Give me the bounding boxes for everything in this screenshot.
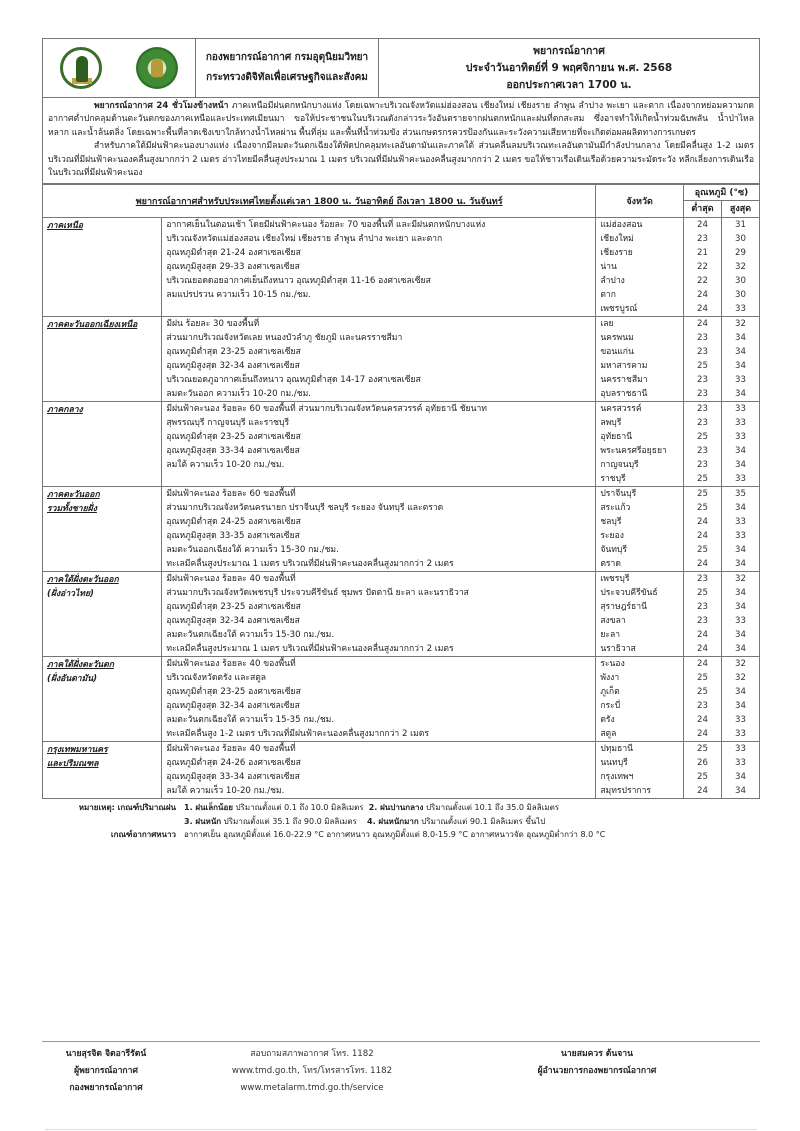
max-temp: 29: [735, 248, 746, 259]
province-name: ปราจีนบุรี: [600, 489, 637, 500]
forecaster-dept: กองพยากรณ์อากาศ: [69, 1083, 143, 1093]
region-name: [43, 487, 162, 572]
province-name: ภูเก็ต: [600, 687, 620, 698]
max-temp: 34: [735, 602, 746, 613]
min-temp: 23: [696, 616, 708, 627]
max-temp: 30: [735, 234, 746, 245]
director-role: ผู้อำนวยการกองพยากรณ์อากาศ: [537, 1066, 657, 1076]
forecaster-signature: [42, 1046, 170, 1097]
org-line-2: กระทรวงดิจิทัลเพื่อเศรษฐกิจและสังคม: [206, 72, 368, 83]
region-row: [43, 402, 760, 487]
region-name-line-2: และปริมณฑล: [47, 759, 99, 770]
min-temp: 24: [696, 715, 708, 726]
region-provinces: [596, 317, 684, 402]
contact-phone: สอบถามสภาพอากาศ โทร. 1182: [250, 1049, 374, 1059]
province-name: นครราชสีมา: [600, 375, 648, 386]
max-temp: 33: [735, 404, 746, 415]
min-temp: 25: [696, 474, 708, 485]
min-temp: 21: [696, 248, 708, 259]
max-temp: 33: [735, 418, 746, 429]
forecast-line: อุณหภูมิสูงสุด 33-34 องศาเซลเซียส: [166, 772, 300, 783]
forecast-line: อุณหภูมิต่ำสุด 23-25 องศาเซลเซียส: [166, 347, 301, 358]
forecast-line: อุณหภูมิต่ำสุด 23-25 องศาเซลเซียส: [166, 432, 301, 443]
contact-info: [212, 1046, 412, 1097]
max-temp: 33: [735, 474, 746, 485]
min-temp: 23: [696, 347, 708, 358]
contact-metalarm-link[interactable]: www.metalarm.tmd.go.th/service: [240, 1083, 384, 1093]
forecast-line: อากาศเย็นในตอนเช้า โดยมีฝนฟ้าคะนอง ร้อยละ 70 ของพื้นที่ และมีฝนตกหนักบางแห่ง: [166, 220, 486, 231]
min-temp: 24: [696, 644, 708, 655]
province-name: ขอนแก่น: [600, 347, 634, 358]
region-row: [43, 218, 760, 317]
max-temp: 33: [735, 758, 746, 769]
region-name: [43, 317, 162, 402]
min-temp: 25: [696, 588, 708, 599]
region-max-temps: [721, 402, 759, 487]
region-max-temps: [721, 742, 759, 799]
max-temp: 34: [735, 559, 746, 570]
min-temp: 24: [696, 729, 708, 740]
forecast-line: ทะเลมีคลื่นสูงประมาณ 1 เมตร บริเวณที่มีฝนฟ้าคะนองคลื่นสูงมากกว่า 2 เมตร: [166, 559, 454, 570]
min-temp: 22: [696, 276, 708, 287]
province-name: นนทบุรี: [600, 758, 628, 769]
summary-heading: พยากรณ์อากาศ 24 ชั่วโมงข้างหน้า: [94, 101, 229, 111]
document-date: ประจำวันอาทิตย์ที่ 9 พฤศจิกายน พ.ศ. 2568: [465, 61, 673, 74]
region-name-line-2: รวมทั้งชายฝั่ง: [47, 504, 97, 515]
region-max-temps: [721, 487, 759, 572]
min-temp: 25: [696, 687, 708, 698]
region-name-line-1: ภาคตะวันออกเฉียงเหนือ: [47, 320, 138, 331]
region-min-temps: [683, 572, 721, 657]
cold-criteria-text: อากาศเย็น อุณหภูมิตั้งแต่ 16.0-22.9 °C อากาศหนาว อุณหภูมิตั้งแต่ 8.0-15.9 °C อากาศหนาวจัด อุณหภูมิต่ำกว่า 8.0 °C: [184, 830, 606, 840]
document-title: พยากรณ์อากาศ: [533, 44, 605, 57]
region-row: [43, 572, 760, 657]
forecast-line: ส่วนมากบริเวณจังหวัดเพชรบุรี ประจวบคีรีขันธ์ ชุมพร ปัตตานี ยะลา และนราธิวาส: [166, 588, 469, 599]
forecast-line: อุณหภูมิต่ำสุด 23-25 องศาเซลเซียส: [166, 687, 301, 698]
province-name: กาญจนบุรี: [600, 460, 639, 471]
min-temp: 25: [696, 545, 708, 556]
forecast-line: บริเวณจังหวัดแม่ฮ่องสอน เชียงใหม่ เชียงราย ลำพูน ลำปาง พะเยา และตาก: [166, 234, 443, 245]
min-temp: 23: [696, 389, 708, 400]
min-temp: 24: [696, 304, 708, 315]
director-signature: [497, 1046, 697, 1080]
forecast-document: [42, 38, 760, 842]
document-title-block: [379, 39, 759, 97]
forecast-line: ลมตะวันออก ความเร็ว 10-20 กม./ชม.: [166, 389, 312, 400]
forecast-line: อุณหภูมิต่ำสุด 24-26 องศาเซลเซียส: [166, 758, 301, 769]
min-temp: 24: [696, 659, 708, 670]
forecaster-name: นายสุรจิต จิตอารีรัตน์: [65, 1049, 147, 1059]
min-temp: 23: [696, 460, 708, 471]
min-temp: 24: [696, 786, 708, 797]
forecast-line: อุณหภูมิสูงสุด 32-34 องศาเซลเซียส: [166, 616, 300, 627]
province-name: สระแก้ว: [600, 503, 631, 514]
province-name: ชลบุรี: [600, 517, 622, 528]
forecast-line: ลมตะวันตกเฉียงใต้ ความเร็ว 15-30 กม./ชม.: [166, 630, 335, 641]
region-name-line-2: (ฝั่งอ่าวไทย): [47, 589, 94, 600]
province-name: ตาก: [600, 290, 616, 301]
summary-text-1: ภาคเหนือมีฝนตกหนักบางแห่ง โดยเฉพาะบริเวณจังหวัดแม่ฮ่องสอน เชียงใหม่ เชียงราย ลำพูน ลำปาง พะเยา และตาก เนื่องจากหย่อมความกดอากาศต่ำปกคลุมด้านตะวันตกของภาคเหนือและประเทศเมียนมา ขอให้ประชาชนในบริเวณดังกล่าวระวังอันตรายจากฝนตกหนักและฝนที่ตกสะสม ซึ่งอาจทำให้เกิดน้ำท่วมฉับพลัน น้ำป่าไหลหลาก และน้ำล้นตลิ่ง โดยเฉพาะพื้นที่ลาดเชิงเขาใกล้ทางน้ำไหลผ่าน พื้นที่ลุ่ม และพื้นที่น้ำท่วมขัง ส่วนเกษตรกรควรป้องกันและระวังความเสียหายที่จะเกิดต่อผลผลิตทางการเกษตร: [48, 101, 754, 138]
min-temp: 25: [696, 361, 708, 372]
min-temp: 25: [696, 503, 708, 514]
min-temp: 24: [696, 290, 708, 301]
province-name: กรุงเทพฯ: [600, 772, 634, 783]
forecast-line: อุณหภูมิสูงสุด 32-34 องศาเซลเซียส: [166, 701, 300, 712]
region-min-temps: [683, 317, 721, 402]
contact-website[interactable]: www.tmd.go.th, โทร/โทรสารโทร. 1182: [231, 1066, 393, 1076]
max-temp: 34: [735, 361, 746, 372]
province-name: เลย: [600, 319, 614, 330]
min-temp: 26: [696, 758, 708, 769]
max-temp: 34: [735, 446, 746, 457]
max-temp: 34: [735, 701, 746, 712]
region-name: [43, 742, 162, 799]
max-temp: 34: [735, 630, 746, 641]
province-name: แม่ฮ่องสอน: [600, 220, 643, 231]
max-temp: 33: [735, 531, 746, 542]
director-name: นายสมควร ต้นจาน: [560, 1049, 634, 1059]
max-temp: 32: [735, 574, 746, 585]
min-temp: 23: [696, 375, 708, 386]
max-temp-header: สูงสุด: [721, 201, 759, 218]
ministry-logo-icon: [60, 47, 102, 89]
province-name: กระบี่: [600, 701, 621, 712]
region-forecast-text: [162, 218, 596, 317]
notes: [42, 801, 760, 842]
province-name: เพชรบูรณ์: [600, 304, 638, 315]
forecast-line: ลมตะวันตกเฉียงใต้ ความเร็ว 15-35 กม./ชม.: [166, 715, 335, 726]
max-temp: 32: [735, 673, 746, 684]
region-name-line-1: ภาคเหนือ: [47, 221, 83, 232]
max-temp: 30: [735, 290, 746, 301]
region-name-line-1: ภาคใต้ฝั่งตะวันตก: [47, 660, 114, 671]
province-name: นครพนม: [600, 333, 634, 344]
forecast-line: บริเวณจังหวัดตรัง และสตูล: [166, 673, 267, 684]
forecast-line: ลมใต้ ความเร็ว 10-20 กม./ชม.: [166, 786, 285, 797]
region-row: [43, 487, 760, 572]
max-temp: 34: [735, 545, 746, 556]
document-header: [42, 38, 760, 98]
region-name: [43, 657, 162, 742]
region-name-line-1: ภาคใต้ฝั่งตะวันออก: [47, 575, 119, 586]
rain-criteria-1-2: 1. ฝนเล็กน้อย ปริมาณตั้งแต่ 0.1 ถึง 10.0 มิลลิเมตร 2. ฝนปานกลาง ปริมาณตั้งแต่ 10.1 ถึง 35.0 มิลลิเมตร: [184, 803, 560, 813]
province-name: ลำปาง: [600, 276, 625, 287]
forecaster-role: ผู้พยากรณ์อากาศ: [74, 1066, 138, 1076]
forecast-line: [166, 472, 591, 486]
forecast-line: บริเวณยอดภูอากาศเย็นถึงหนาว อุณหภูมิต่ำสุด 14-17 องศาเซลเซียส: [166, 375, 421, 386]
region-row: [43, 657, 760, 742]
forecast-line: อุณหภูมิต่ำสุด 24-25 องศาเซลเซียส: [166, 517, 301, 528]
region-forecast-text: [162, 317, 596, 402]
min-temp: 24: [696, 319, 708, 330]
region-name-line-1: ภาคกลาง: [47, 405, 83, 416]
region-name-line-2: (ฝั่งอันดามัน): [47, 674, 98, 685]
max-temp: 34: [735, 389, 746, 400]
forecast-line: อุณหภูมิสูงสุด 33-35 องศาเซลเซียส: [166, 531, 300, 542]
province-name: พระนครศรีอยุธยา: [600, 446, 667, 457]
forecast-line: อุณหภูมิสูงสุด 33-34 องศาเซลเซียส: [166, 446, 300, 457]
rain-criteria-3-4: 3. ฝนหนัก ปริมาณตั้งแต่ 35.1 ถึง 90.0 มิลลิเมตร 4. ฝนหนักมาก ปริมาณตั้งแต่ 90.1 มิลลิเมตร ขึ้นไป: [184, 816, 546, 826]
province-name: สงขลา: [600, 616, 626, 627]
province-name: สุราษฎร์ธานี: [600, 602, 647, 613]
region-forecast-text: [162, 402, 596, 487]
summary-paragraph-1: [48, 100, 754, 140]
province-name: เชียงใหม่: [600, 234, 634, 245]
min-temp: 25: [696, 744, 708, 755]
tmd-logo-icon: [136, 47, 178, 89]
min-temp: 23: [696, 418, 708, 429]
max-temp: 33: [735, 517, 746, 528]
forecast-line: อุณหภูมิสูงสุด 29-33 องศาเซลเซียส: [166, 262, 300, 273]
min-temp: 23: [696, 404, 708, 415]
province-name: ยะลา: [600, 630, 621, 641]
org-line-1: กองพยากรณ์อากาศ กรมอุตุนิยมวิทยา: [205, 52, 369, 63]
province-name: ประจวบคีรีขันธ์: [600, 588, 658, 599]
forecast-line: มีฝน ร้อยละ 30 ของพื้นที่: [166, 319, 260, 330]
bottom-divider: [45, 1129, 757, 1130]
region-provinces: [596, 218, 684, 317]
forecast-line: มีฝนฟ้าคะนอง ร้อยละ 40 ของพื้นที่: [166, 574, 296, 585]
province-name: พังงา: [600, 673, 620, 684]
province-name: ปทุมธานี: [600, 744, 634, 755]
min-temp-header: ต่ำสุด: [683, 201, 721, 218]
province-header: จังหวัด: [596, 185, 684, 218]
region-name: [43, 218, 162, 317]
cold-criteria-label: เกณฑ์อากาศหนาว: [110, 830, 176, 840]
province-name: ตราด: [600, 559, 621, 570]
max-temp: 32: [735, 319, 746, 330]
forecast-line: ทะเลมีคลื่นสูง 1-2 เมตร บริเวณที่มีฝนฟ้าคะนองคลื่นสูงมากกว่า 2 เมตร: [166, 729, 429, 740]
issued-time: ออกประกาศเวลา 1700 น.: [506, 78, 632, 91]
min-temp: 23: [696, 701, 708, 712]
region-forecast-text: [162, 487, 596, 572]
max-temp: 34: [735, 687, 746, 698]
region-provinces: [596, 657, 684, 742]
province-name: ระยอง: [600, 531, 624, 542]
min-temp: 24: [696, 559, 708, 570]
forecast-line: มีฝนฟ้าคะนอง ร้อยละ 40 ของพื้นที่: [166, 744, 296, 755]
min-temp: 24: [696, 220, 708, 231]
province-name: สมุทรปราการ: [600, 786, 652, 797]
forecast-line: บริเวณยอดดอยอากาศเย็นถึงหนาว อุณหภูมิต่ำสุด 11-16 องศาเซลเซียส: [166, 276, 431, 287]
footer-divider: [42, 1041, 760, 1042]
forecast-line: มีฝนฟ้าคะนอง ร้อยละ 60 ของพื้นที่ ส่วนมากบริเวณจังหวัดนครสวรรค์ อุทัยธานี ชัยนาท: [166, 404, 487, 415]
forecast-summary: [42, 98, 760, 184]
province-name: นราธิวาส: [600, 644, 636, 655]
logos: [43, 39, 196, 97]
region-forecast-text: [162, 657, 596, 742]
min-temp: 24: [696, 517, 708, 528]
max-temp: 34: [735, 460, 746, 471]
province-name: สตูล: [600, 729, 617, 740]
forecast-line: สุพรรณบุรี กาญจนบุรี และราชบุรี: [166, 418, 290, 429]
summary-paragraph-2: สำหรับภาคใต้มีฝนฟ้าคะนองบางแห่ง เนื่องจากมีลมตะวันตกเฉียงใต้พัดปกคลุมทะเลอันดามันและภาคใต้ ส่วนคลื่นลมบริเวณทะเลอันดามันมีกำลังปานกลาง โดยมีคลื่นสูง 1-2 เมตร บริเวณที่มีฝนฟ้าคะนองคลื่นสูงมากกว่า 2 เมตร อ่าวไทยมีคลื่นสูงประมาณ 1 เมตร บริเวณที่มีฝนฟ้าคะนองคลื่นสูงมากกว่า 2 เมตร ขอให้ชาวเรือเดินเรือด้วยความระมัดระวัง หลีกเลี่ยงการเดินเรือในบริเวณที่มีฝนฟ้าคะนอง: [48, 141, 754, 179]
min-temp: 23: [696, 602, 708, 613]
region-name-line-1: กรุงเทพมหานคร: [47, 745, 108, 756]
max-temp: 34: [735, 588, 746, 599]
region-name: [43, 572, 162, 657]
province-name: ระนอง: [600, 659, 625, 670]
region-provinces: [596, 402, 684, 487]
min-temp: 23: [696, 333, 708, 344]
max-temp: 35: [735, 489, 746, 500]
forecast-table: [42, 184, 760, 799]
max-temp: 33: [735, 304, 746, 315]
province-name: ตรัง: [600, 715, 615, 726]
region-min-temps: [683, 487, 721, 572]
max-temp: 34: [735, 503, 746, 514]
province-name: อุบลราชธานี: [600, 389, 648, 400]
min-temp: 25: [696, 673, 708, 684]
min-temp: 24: [696, 630, 708, 641]
max-temp: 33: [735, 616, 746, 627]
max-temp: 30: [735, 276, 746, 287]
max-temp: 33: [735, 729, 746, 740]
region-provinces: [596, 487, 684, 572]
organization-name: [196, 39, 379, 97]
region-min-temps: [683, 742, 721, 799]
province-name: จันทบุรี: [600, 545, 627, 556]
region-min-temps: [683, 657, 721, 742]
province-name: นครสวรรค์: [600, 404, 642, 415]
min-temp: 22: [696, 262, 708, 273]
forecast-line: อุณหภูมิสูงสุด 32-34 องศาเซลเซียส: [166, 361, 300, 372]
region-min-temps: [683, 218, 721, 317]
max-temp: 33: [735, 432, 746, 443]
province-name: เพชรบุรี: [600, 574, 630, 585]
rain-criteria-label: หมายเหตุ: เกณฑ์ปริมาณฝน: [78, 803, 176, 813]
min-temp: 25: [696, 432, 708, 443]
max-temp: 33: [735, 715, 746, 726]
forecast-line: ลมใต้ ความเร็ว 10-20 กม./ชม.: [166, 460, 285, 471]
region-forecast-text: [162, 742, 596, 799]
region-forecast-text: [162, 572, 596, 657]
max-temp: 34: [735, 347, 746, 358]
forecast-line: ลมแปรปรวน ความเร็ว 10-15 กม./ชม.: [166, 290, 311, 301]
forecast-line: ลมตะวันออกเฉียงใต้ ความเร็ว 15-30 กม./ชม.: [166, 545, 339, 556]
forecast-line: ทะเลมีคลื่นสูงประมาณ 1 เมตร บริเวณที่มีฝนฟ้าคะนองคลื่นสูงมากกว่า 2 เมตร: [166, 644, 454, 655]
province-name: ลพบุรี: [600, 418, 622, 429]
province-name: ราชบุรี: [600, 474, 626, 485]
max-temp: 34: [735, 772, 746, 783]
temperature-header: อุณหภูมิ (°ซ): [683, 185, 759, 201]
region-name-line-1: ภาคตะวันออก: [47, 490, 100, 501]
region-provinces: [596, 742, 684, 799]
min-temp: 23: [696, 574, 708, 585]
forecast-line: มีฝนฟ้าคะนอง ร้อยละ 40 ของพื้นที่: [166, 659, 296, 670]
min-temp: 25: [696, 489, 708, 500]
table-title: พยากรณ์อากาศสำหรับประเทศไทยตั้งแต่เวลา 1800 น. วันอาทิตย์ ถึงเวลา 1800 น. วันจันทร์: [43, 185, 596, 218]
region-min-temps: [683, 402, 721, 487]
province-name: เชียงราย: [600, 248, 633, 259]
min-temp: 23: [696, 234, 708, 245]
forecast-line: อุณหภูมิต่ำสุด 23-25 องศาเซลเซียส: [166, 602, 301, 613]
forecast-line: ส่วนมากบริเวณจังหวัดนครนายก ปราจีนบุรี ชลบุรี ระยอง จันทบุรี และตราด: [166, 503, 444, 514]
forecast-line: ส่วนมากบริเวณจังหวัดเลย หนองบัวลำภู ชัยภูมิ และนครราชสีมา: [166, 333, 403, 344]
region-row: [43, 317, 760, 402]
max-temp: 33: [735, 375, 746, 386]
max-temp: 31: [735, 220, 746, 231]
forecast-line: [166, 302, 591, 316]
region-max-temps: [721, 657, 759, 742]
province-name: มหาสารคาม: [600, 361, 648, 372]
max-temp: 34: [735, 644, 746, 655]
min-temp: 25: [696, 772, 708, 783]
region-provinces: [596, 572, 684, 657]
min-temp: 24: [696, 531, 708, 542]
province-name: อุทัยธานี: [600, 432, 633, 443]
region-row: [43, 742, 760, 799]
max-temp: 32: [735, 659, 746, 670]
max-temp: 33: [735, 744, 746, 755]
min-temp: 23: [696, 446, 708, 457]
region-max-temps: [721, 218, 759, 317]
region-max-temps: [721, 317, 759, 402]
forecast-line: อุณหภูมิต่ำสุด 21-24 องศาเซลเซียส: [166, 248, 301, 259]
max-temp: 32: [735, 262, 746, 273]
region-name: [43, 402, 162, 487]
region-max-temps: [721, 572, 759, 657]
max-temp: 34: [735, 333, 746, 344]
max-temp: 34: [735, 786, 746, 797]
forecast-line: มีฝนฟ้าคะนอง ร้อยละ 60 ของพื้นที่: [166, 489, 296, 500]
province-name: น่าน: [600, 262, 617, 273]
